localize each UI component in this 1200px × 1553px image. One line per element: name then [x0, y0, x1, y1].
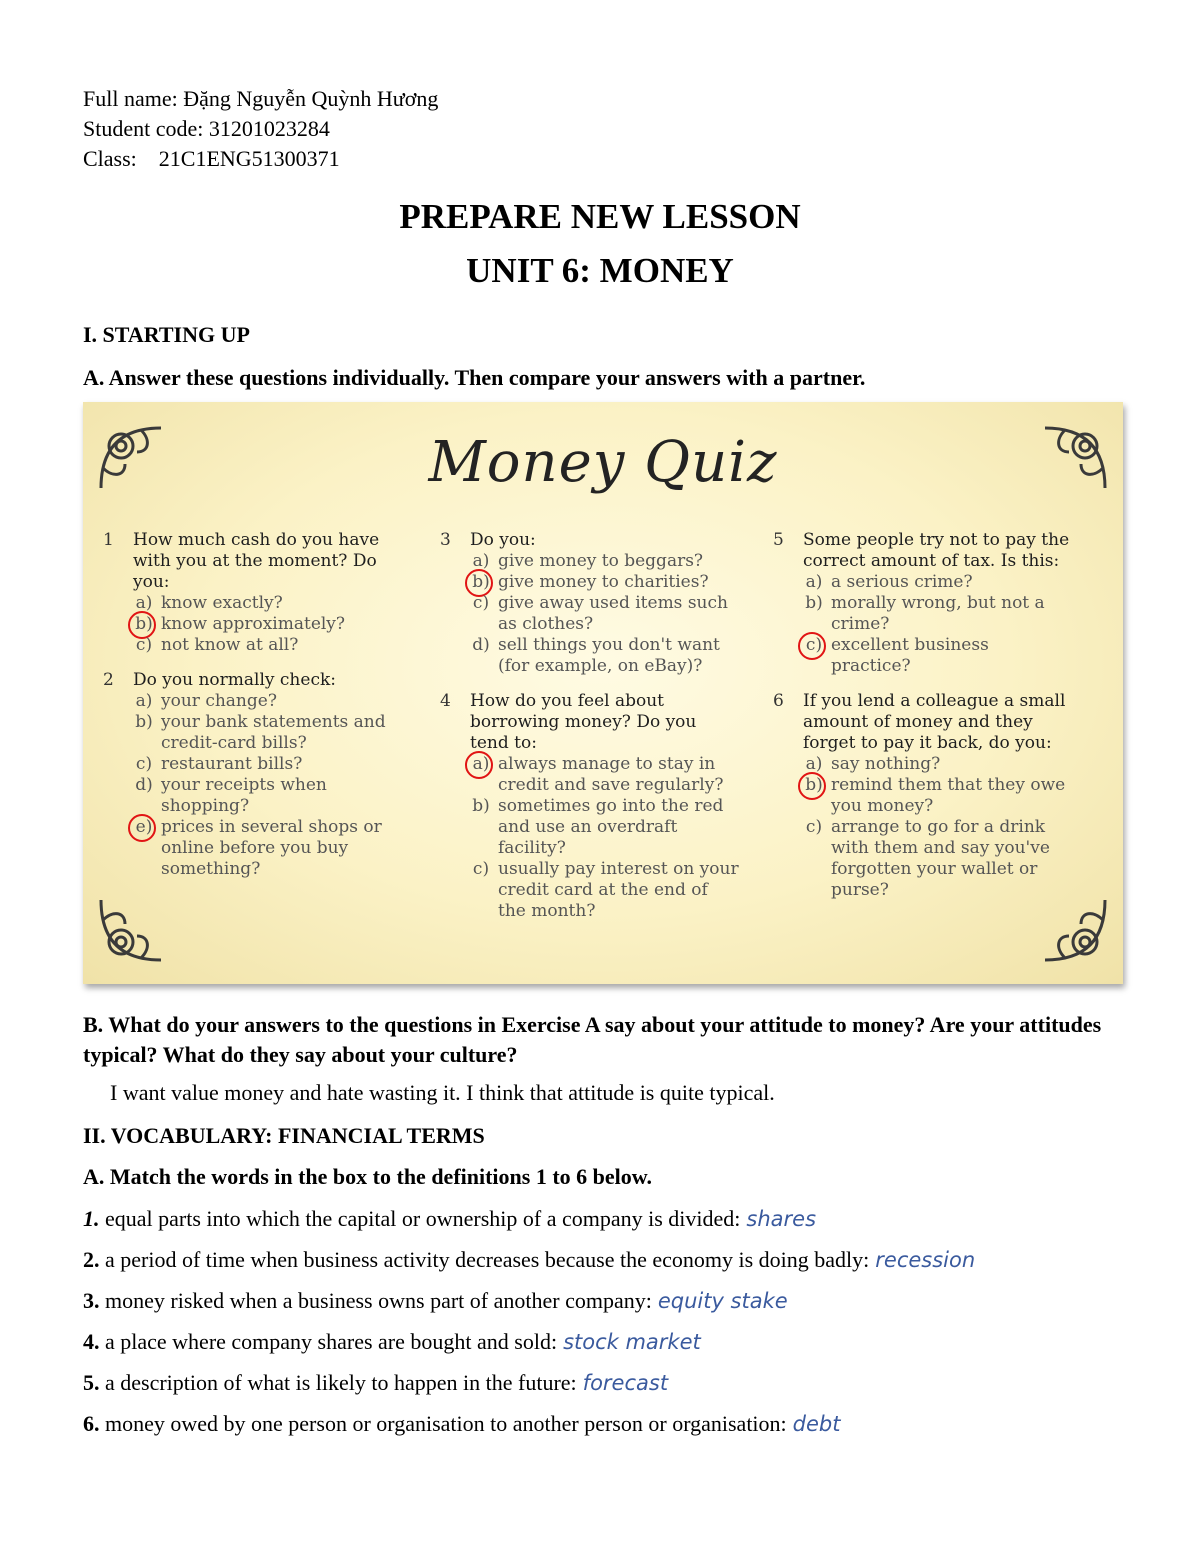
question-number: 6: [773, 691, 784, 711]
page-title: PREPARE NEW LESSON: [399, 197, 801, 236]
option-letter: c): [472, 859, 490, 879]
option-letter: b): [135, 712, 153, 732]
vocab-answer: forecast: [582, 1371, 669, 1395]
option-text: morally wrong, but not a crime?: [831, 593, 1045, 634]
quiz-column-3: [773, 530, 1073, 915]
option-letter: b): [472, 796, 490, 816]
option-letter: b): [805, 593, 823, 613]
vocab-answer: stock market: [563, 1330, 701, 1354]
vocab-item: [83, 1247, 975, 1273]
option-letter: b): [470, 572, 492, 593]
option-letter: a): [472, 551, 490, 571]
question-number: 3: [440, 530, 451, 550]
selected-option: [470, 572, 740, 593]
exercise-b-answer: I want value money and hate wasting it. I think that attitude is quite typical.: [110, 1080, 775, 1105]
question-text: If you lend a colleague a small amount of money and they forget to pay it back, do you:: [803, 691, 1066, 753]
vocab-definition: a description of what is likely to happen in the future:: [99, 1370, 577, 1395]
class-row: [83, 144, 438, 174]
option-text: give away used items such as clothes?: [498, 593, 728, 634]
unit-title: UNIT 6: MONEY: [466, 251, 734, 290]
quiz-question: [103, 670, 403, 880]
vocab-item: [83, 1329, 701, 1355]
vocab-number: 1.: [83, 1206, 100, 1231]
vocab-definition: a period of time when business activity decreases because the economy is doing badly:: [99, 1247, 870, 1272]
student-code-label: Student code:: [83, 116, 204, 141]
vocab-definition: equal parts into which the capital or ownership of a company is divided:: [99, 1206, 741, 1231]
option-letter: c): [472, 593, 490, 613]
quiz-option: [803, 754, 1073, 775]
quiz-option: [133, 593, 403, 614]
quiz-question: [440, 691, 740, 922]
question-text: How much cash do you have with you at the moment? Do you:: [133, 530, 380, 592]
question-text: Do you normally check:: [133, 670, 336, 690]
scroll-ornament-icon: [91, 890, 171, 970]
quiz-option: [470, 593, 740, 635]
exercise-a-instruction: A. Answer these questions individually. Then compare your answers with a partner.: [83, 365, 866, 390]
quiz-option: [133, 712, 403, 754]
option-letter: c): [805, 817, 823, 837]
quiz-option: [803, 572, 1073, 593]
question-number: 2: [103, 670, 114, 690]
option-text: give money to beggars?: [498, 551, 704, 571]
full-name-label: Full name:: [83, 86, 178, 111]
question-text: How do you feel about borrowing money? Do you tend to:: [470, 691, 697, 753]
question-number: 1: [103, 530, 114, 550]
vocab-item: [83, 1206, 816, 1232]
quiz-column-1: [103, 530, 403, 894]
full-name-value: Đặng Nguyễn Quỳnh Hương: [183, 86, 439, 111]
vocab-item: [83, 1370, 668, 1396]
vocab-number: 2.: [83, 1247, 100, 1272]
money-quiz-card: [83, 402, 1123, 984]
question-text: Do you:: [470, 530, 536, 550]
quiz-option: [803, 593, 1073, 635]
quiz-option: [470, 859, 740, 922]
quiz-option: [470, 796, 740, 859]
section-1-heading: I. STARTING UP: [83, 322, 250, 347]
vocab-answer: shares: [746, 1207, 817, 1231]
option-text: excellent business practice?: [831, 635, 989, 676]
quiz-option: [133, 691, 403, 712]
option-letter: c): [135, 754, 153, 774]
vocab-answer: equity stake: [657, 1289, 788, 1313]
quiz-question: [773, 691, 1073, 901]
option-letter: a): [805, 572, 823, 592]
vocab-number: 6.: [83, 1411, 100, 1436]
vocab-answer: debt: [792, 1412, 841, 1436]
vocab-definition: money risked when a business owns part of another company:: [99, 1288, 652, 1313]
option-text: restaurant bills?: [161, 754, 303, 774]
option-letter: e): [133, 817, 155, 838]
class-value: 21C1ENG51300371: [158, 146, 340, 171]
option-text: remind them that they owe you money?: [831, 775, 1066, 816]
vocab-answer: recession: [875, 1248, 976, 1272]
question-text: Some people try not to pay the correct amount of tax. Is this:: [803, 530, 1070, 571]
option-text: your change?: [161, 691, 277, 711]
option-text: give money to charities?: [498, 572, 709, 592]
vocab-item: [83, 1411, 840, 1437]
selected-option: [803, 635, 1073, 677]
selected-option: [470, 754, 740, 796]
quiz-option: [133, 635, 403, 656]
option-letter: a): [135, 593, 153, 613]
quiz-option: [803, 817, 1073, 901]
class-label: Class:: [83, 146, 137, 171]
option-text: your bank statements and credit-card bills?: [161, 712, 386, 753]
option-letter: c): [135, 635, 153, 655]
student-code-value: 31201023284: [208, 116, 330, 141]
section-2-heading: II. VOCABULARY: FINANCIAL TERMS: [83, 1123, 485, 1148]
option-letter: d): [472, 635, 490, 655]
option-text: your receipts when shopping?: [161, 775, 327, 816]
vocab-number: 3.: [83, 1288, 100, 1313]
vocab-definition: money owed by one person or organisation to another person or organisation:: [99, 1411, 787, 1436]
option-text: arrange to go for a drink with them and say you've forgotten your wallet or purse?: [831, 817, 1050, 900]
question-number: 4: [440, 691, 451, 711]
option-letter: d): [135, 775, 153, 795]
option-text: say nothing?: [831, 754, 941, 774]
option-text: not know at all?: [161, 635, 299, 655]
option-text: know exactly?: [161, 593, 283, 613]
vocab-definition: a place where company shares are bought and sold:: [99, 1329, 558, 1354]
selected-option: [133, 614, 403, 635]
quiz-option: [470, 551, 740, 572]
full-name-row: [83, 84, 438, 114]
option-text: a serious crime?: [831, 572, 973, 592]
question-number: 5: [773, 530, 784, 550]
quiz-title: Money Quiz: [428, 430, 778, 495]
option-letter: c): [803, 635, 825, 656]
vocab-number: 4.: [83, 1329, 100, 1354]
option-text: prices in several shops or online before you buy something?: [161, 817, 382, 879]
quiz-option: [133, 754, 403, 775]
option-text: always manage to stay in credit and save regularly?: [498, 754, 724, 795]
option-letter: a): [805, 754, 823, 774]
quiz-question: [440, 530, 740, 677]
option-text: know approximately?: [161, 614, 346, 634]
vocab-number: 5.: [83, 1370, 100, 1395]
vocab-exercise-a-instruction: A. Match the words in the box to the definitions 1 to 6 below.: [83, 1164, 652, 1189]
selected-option: [803, 775, 1073, 817]
student-code-row: [83, 114, 438, 144]
option-text: usually pay interest on your credit card at the end of the month?: [498, 859, 739, 921]
option-letter: a): [470, 754, 492, 775]
option-letter: b): [133, 614, 155, 635]
option-text: sell things you don't want (for example, on eBay)?: [498, 635, 720, 676]
option-text: sometimes go into the red and use an overdraft facility?: [498, 796, 724, 858]
vocab-item: [83, 1288, 788, 1314]
quiz-question: [103, 530, 403, 656]
exercise-b-question: B. What do your answers to the questions in Exercise A say about your attitude to money? Are your attitudes typical? What do they say about your culture?: [83, 1012, 1102, 1067]
quiz-question: [773, 530, 1073, 677]
option-letter: b): [803, 775, 825, 796]
option-letter: a): [135, 691, 153, 711]
quiz-option: [133, 775, 403, 817]
quiz-column-2: [440, 530, 740, 936]
selected-option: [133, 817, 403, 880]
student-info: [83, 84, 438, 174]
quiz-option: [470, 635, 740, 677]
